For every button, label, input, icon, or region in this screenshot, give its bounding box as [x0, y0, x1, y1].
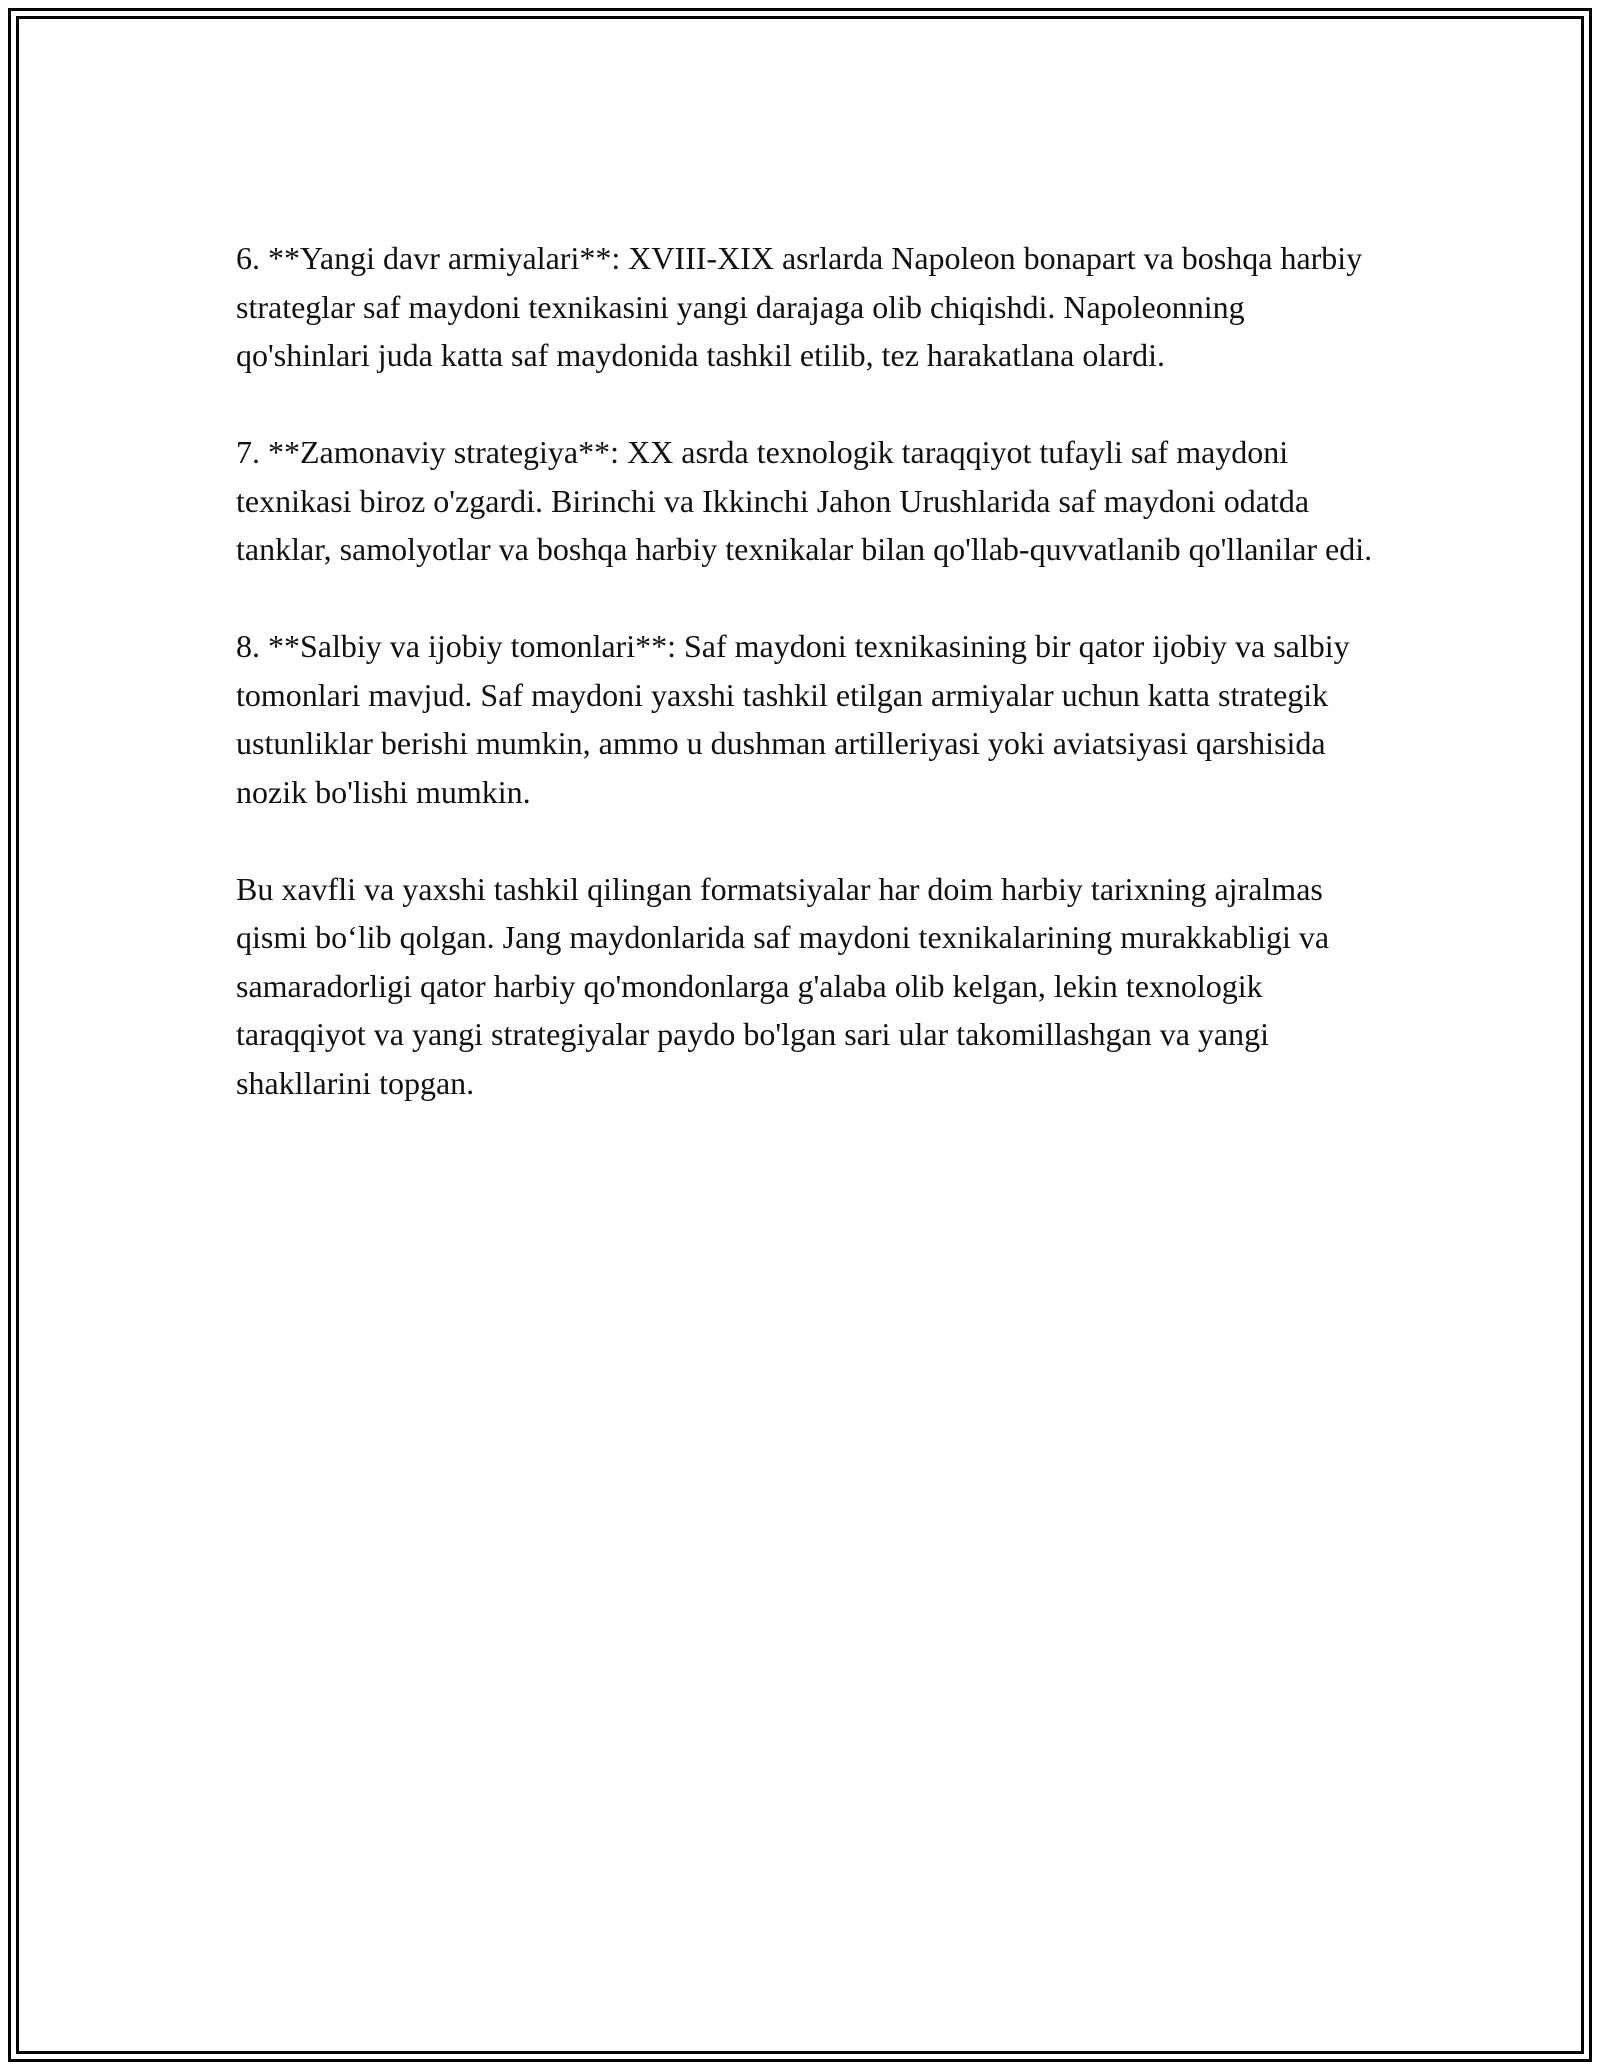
- paragraph-item-7: 7. **Zamonaviy strategiya**: XX asrda texnologik taraqqiyot tufayli saf maydoni texnikasi biroz o'zgardi. Birinchi va Ikkinchi Jahon Urushlarida saf maydoni odatda tanklar, samolyotlar va boshqa harbiy texnikalar bilan qo'llab-quvvatlanib qo'llanilar edi.: [236, 434, 1373, 567]
- document-body: [236, 234, 1376, 1156]
- paragraph-conclusion: Bu xavfli va yaxshi tashkil qilingan formatsiyalar har doim harbiy tarixning ajralmas qismi bo‘lib qolgan. Jang maydonlarida saf maydoni texnikalarining murakkabligi va samaradorligi qator harbiy qo'mondonlarga g'alaba olib kelgan, lekin texnologik taraqqiyot va yangi strategiyalar paydo bo'lgan sari ular takomillashgan va yangi shakllarini topgan.: [236, 870, 1330, 1101]
- paragraph-item-6: 6. **Yangi davr armiyalari**: XVIII-XIX asrlarda Napoleon bonapart va boshqa harbiy strateglar saf maydoni texnikasini yangi darajaga olib chiqishdi. Napoleonning qo'shinlari juda katta saf maydonida tashkil etilib, tez harakatlana olardi.: [236, 240, 1363, 373]
- paragraph-item-8: 8. **Salbiy va ijobiy tomonlari**: Saf maydoni texnikasining bir qator ijobiy va salbiy tomonlari mavjud. Saf maydoni yaxshi tashkil etilgan armiyalar uchun katta strategik ustunliklar berishi mumkin, ammo u dushman artilleriyasi yoki aviatsiyasi qarshisida nozik bo'lishi mumkin.: [236, 628, 1350, 810]
